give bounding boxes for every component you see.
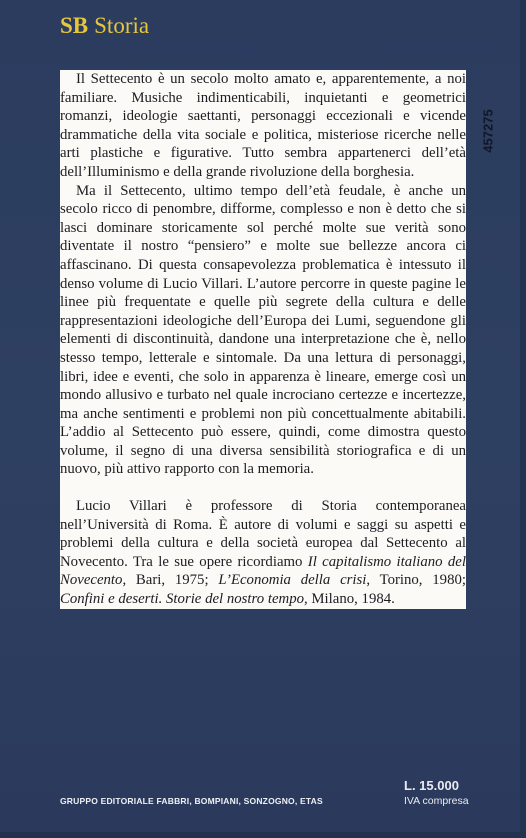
cover-edge-right — [520, 0, 526, 838]
bio-work-2: L’Economia della crisi — [218, 572, 367, 589]
price-vat-note: IVA compresa — [404, 795, 469, 807]
bio-text-2: , Bari, 1975; — [122, 572, 219, 589]
publisher-line: GRUPPO EDITORIALE FABBRI, BOMPIANI, SONZOGNO, ETAS — [60, 796, 323, 806]
bio-text-1: Lucio Villari è professore di Storia contemporanea nell’Università di Roma. È autore di volumi e saggi su aspetti e problemi della cultura e della società europea dal Settecento al Novecento. Tra le sue opere ricordiamo — [60, 498, 466, 570]
price-block — [404, 778, 469, 808]
bio-text-4: , Milano, 1984. — [304, 591, 395, 608]
series-name: Storia — [94, 13, 150, 38]
bio-work-1: Il capitalismo italiano del Novecento — [60, 553, 466, 589]
series-logo — [60, 12, 149, 40]
blurb-panel — [60, 70, 466, 609]
cover-edge-bottom — [0, 832, 526, 838]
bio-work-3: Confini e deserti. Storie del nostro tempo — [60, 591, 304, 608]
author-bio — [60, 497, 466, 609]
blurb-paragraph-2: Ma il Settecento, ultimo tempo dell’età feudale, è anche un secolo ricco di penombre, difforme, complesso e non è detto che si lasci dominare storicamente sol perché molte sue verità sono diventate il nostro “pensiero” e molte sue bellezze ancora ci affascinano. Di questa consapevolezza problematica è intessuto il denso volume di Lucio Villari. L’autore percorre in queste pagine le linee più frequentate e quelle più segrete della cultura e delle rappresentazioni ideologiche dell’Europa dei Lumi, seguendone gli elementi di discontinuità, dandone una interpretazione che è, nello stesso tempo, letterale e sintomale. Da una lettura di personaggi, libri, idee e eventi, che solo in apparenza è lineare, emerge così un mondo allusivo e turbato nel quale incrociano certezze e incertezze, ma anche sentimenti e problemi non più concettualmente abitabili. L’addio al Settecento può essere, quindi, come dimostra questo volume, il segno di una diversa sensibilità storiografica e di un nuovo, più attivo rapporto con la memoria. — [60, 182, 466, 478]
price-amount: L. 15.000 — [404, 778, 459, 793]
catalog-number — [480, 96, 496, 166]
bio-text-3: , Torino, 1980; — [366, 572, 466, 589]
paragraph-gap — [60, 479, 466, 497]
blurb-paragraph-1: Il Settecento è un secolo molto amato e, apparentemente, a noi familiare. Musiche indimenticabili, inquietanti e geometrici romanzi, ideologie saettanti, personaggi eccezionali e vicende drammatiche della vita sociale e politica, misteriose ricerche nelle arti plastiche e figurative. Tutto sembra appartenerci dell’età dell’Illuminismo e della grande rivoluzione della borghesia. — [60, 71, 466, 180]
catalog-number-text: 457275 — [480, 109, 496, 153]
series-code: SB — [60, 13, 89, 38]
